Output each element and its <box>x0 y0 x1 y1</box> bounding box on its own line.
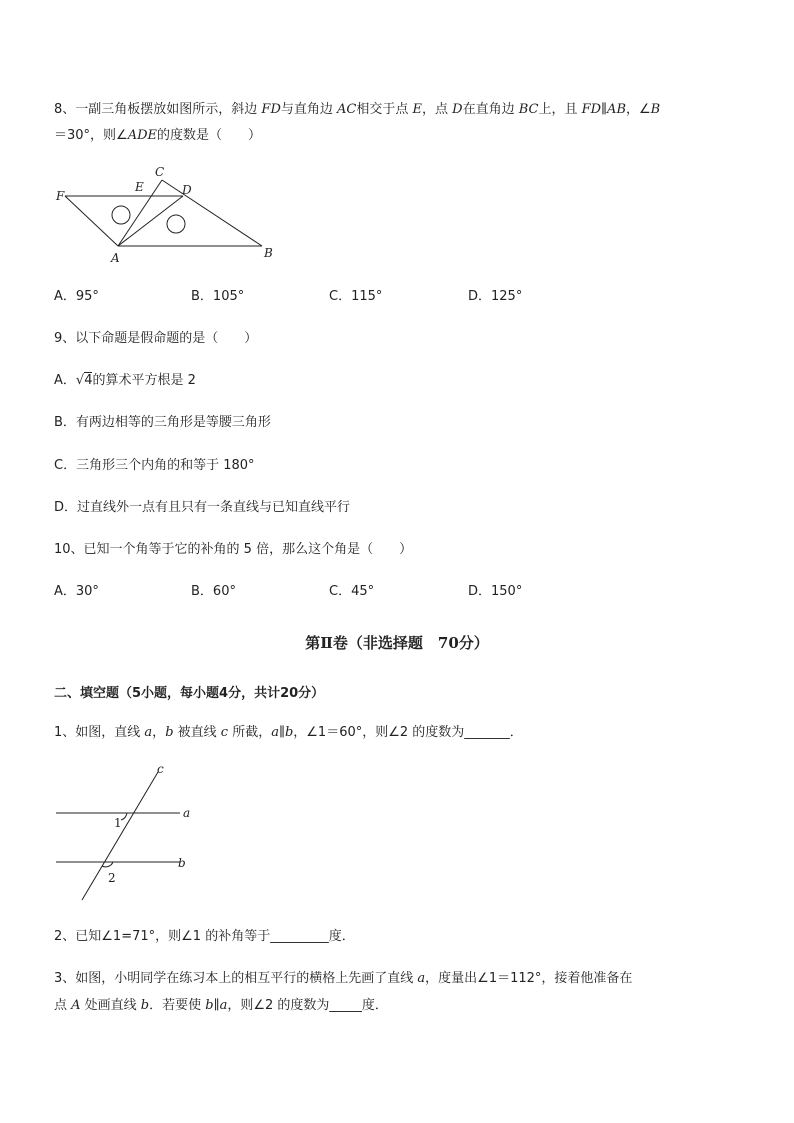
q8-option-a[interactable]: A．95° <box>54 289 99 304</box>
f1-parallel-lines-figure <box>50 762 210 902</box>
q10-option-c[interactable]: C．45° <box>329 584 375 599</box>
f1-label-a: a <box>183 806 191 820</box>
q8-label-B: B <box>264 246 273 260</box>
q9-option-b[interactable]: B．有两边相等的三角形是等腰三角形 <box>54 415 271 430</box>
q9-option-d[interactable]: D．过直线外一点有且只有一条直线与已知直线平行 <box>54 500 351 515</box>
q8-label-A: A <box>111 251 120 265</box>
q8-label-F: F <box>56 189 65 203</box>
q10-option-a[interactable]: A．30° <box>54 584 99 599</box>
q8-label-D: D <box>182 183 192 197</box>
q10-option-d[interactable]: D．150° <box>468 584 523 599</box>
f2-stem: 2、已知∠1=71°，则∠1 的补角等于_________度． <box>54 929 355 944</box>
f1-angle-2: 2 <box>108 871 116 885</box>
q8-option-b[interactable]: B．105° <box>191 289 245 304</box>
q8-triangle-figure <box>50 160 310 270</box>
q9-option-c[interactable]: C．三角形三个内角的和等于 180° <box>54 458 255 473</box>
f1-label-c: c <box>157 762 164 776</box>
f1-stem: 1、如图，直线 a，b 被直线 c 所截，a∥b，∠1＝60°，则∠2 的度数为_______． <box>54 725 523 740</box>
f1-angle-1: 1 <box>114 816 122 830</box>
sqrt-symbol: √ <box>75 373 85 388</box>
q9-stem: 9、以下命题是假命题的是（ ） <box>54 331 258 346</box>
q9-option-a[interactable]: A．√4的算术平方根是 2 <box>54 373 196 388</box>
section-title: 二、填空题（5小题，每小题4分，共计20分） <box>54 686 325 701</box>
q8-stem-line1: 8、一副三角板摆放如图所示，斜边 FD与直角边 AC相交于点 E，点 D在直角边 BC上，且 FD∥AB，∠B <box>54 102 661 117</box>
f3-stem-line1: 3、如图，小明同学在练习本上的相互平行的横格上先画了直线 a，度量出∠1＝112°，接着他准备在 <box>54 971 633 986</box>
q10-stem: 10、已知一个角等于它的补角的 5 倍，那么这个角是（ ） <box>54 542 413 557</box>
q8-option-c[interactable]: C．115° <box>329 289 383 304</box>
q8-option-d[interactable]: D．125° <box>468 289 523 304</box>
f3-stem-line2: 点 A 处画直线 b．若要使 b∥a，则∠2 的度数为_____度． <box>54 998 388 1013</box>
q8-label-C: C <box>155 165 165 179</box>
q8-label-E: E <box>135 180 144 194</box>
q8-stem-line2: ＝30°，则∠ADE的度数是（ ） <box>54 128 262 143</box>
q10-option-b[interactable]: B．60° <box>191 584 236 599</box>
f1-label-b: b <box>178 856 186 870</box>
q8-number: 8、 <box>54 102 76 117</box>
part2-heading: 第Ⅱ卷（非选择题 70分） <box>305 634 489 652</box>
